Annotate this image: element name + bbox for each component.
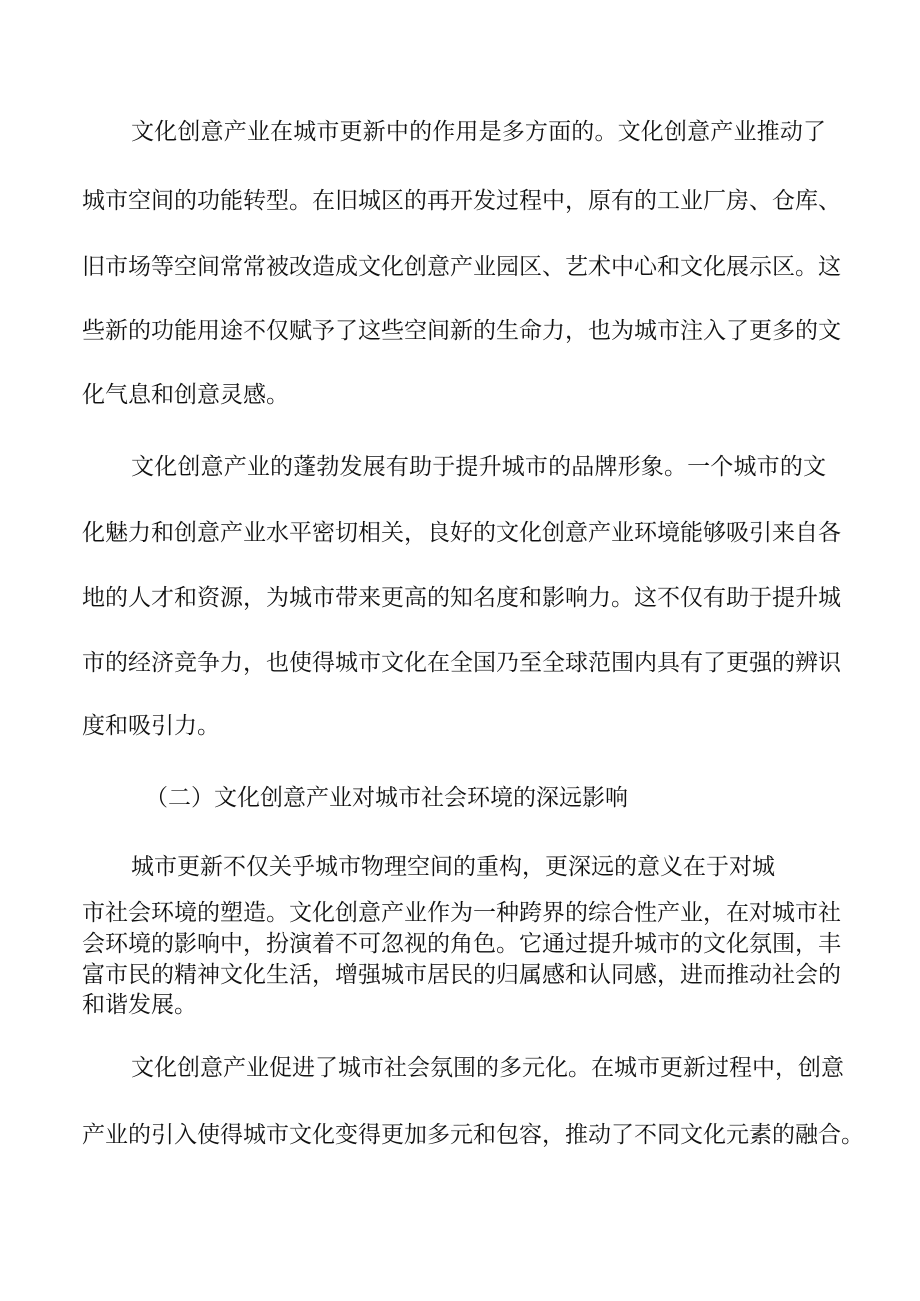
- paragraph-4-line-2: 产 业 的 引 入 使 得 城 市 文 化 变 得 更 加 多 元 和 包 容 ， 推 动 了 不 同 文 化 元 素 的 融 合 。: [82, 1122, 864, 1148]
- paragraph-1-line-1: 文 化 创 意 产 业 在 城 市 更 新 中 的 作 用 是 多 方 面 的 。 文 化 创 意 产 业 推 动 了: [131, 119, 826, 145]
- paragraph-1-line-3: 旧 市 场 等 空 间 常 常 被 改 造 成 文 化 创 意 产 业 园 区 、 艺 术 中 心 和 文 化 展 示 区 。 这: [82, 254, 841, 280]
- paragraph-1-line-5: 化气息和创意灵感。: [82, 382, 289, 408]
- section-heading: （二）文化创意产业对城市社会环境的深远影响: [145, 785, 628, 811]
- paragraph-1-line-2: 城 市 空 间 的 功 能 转 型 。 在 旧 城 区 的 再 开 发 过 程 中 ， 原 有 的 工 业 厂 房 、 仓 库 、: [82, 188, 841, 214]
- paragraph-3-line-3: 会 环 境 的 影 响 中 ， 扮 演 着 不 可 忽 视 的 角 色 。 它 通 过 提 升 城 市 的 文 化 氛 围 ， 丰: [82, 931, 841, 957]
- paragraph-2-line-4: 市 的 经 济 竞 争 力 ， 也 使 得 城 市 文 化 在 全 国 乃 至 全 球 范 围 内 具 有 了 更 强 的 辨 识: [82, 650, 841, 676]
- paragraph-2-line-2: 化 魅 力 和 创 意 产 业 水 平 密 切 相 关 ， 良 好 的 文 化 创 意 产 业 环 境 能 够 吸 引 来 自 各: [82, 520, 841, 546]
- paragraph-1-line-4: 些 新 的 功 能 用 途 不 仅 赋 予 了 这 些 空 间 新 的 生 命 力 ， 也 为 城 市 注 入 了 更 多 的 文: [82, 318, 841, 344]
- paragraph-4-line-1: 文 化 创 意 产 业 促 进 了 城 市 社 会 氛 围 的 多 元 化 。 在 城 市 更 新 过 程 中 ， 创 意: [131, 1055, 844, 1081]
- paragraph-3-line-4: 富 市 民 的 精 神 文 化 生 活 ， 增 强 城 市 居 民 的 归 属 感 和 认 同 感 ， 进 而 推 动 社 会 的: [82, 962, 841, 988]
- paragraph-3-line-2: 市 社 会 环 境 的 塑 造 。 文 化 创 意 产 业 作 为 一 种 跨 界 的 综 合 性 产 业 ， 在 对 城 市 社: [82, 900, 841, 926]
- paragraph-2-line-1: 文 化 创 意 产 业 的 蓬 勃 发 展 有 助 于 提 升 城 市 的 品 牌 形 象 。 一 个 城 市 的 文: [131, 454, 826, 480]
- paragraph-3-line-5: 和谐发展。: [82, 992, 197, 1018]
- paragraph-3-line-1: 城市更新不仅关乎城市物理空间的重构，更深远的意义在于对城: [131, 854, 775, 880]
- paragraph-2-line-5: 度和吸引力。: [82, 713, 220, 739]
- paragraph-2-line-3: 地 的 人 才 和 资 源 ， 为 城 市 带 来 更 高 的 知 名 度 和 影 响 力 。 这 不 仅 有 助 于 提 升 城: [82, 585, 841, 611]
